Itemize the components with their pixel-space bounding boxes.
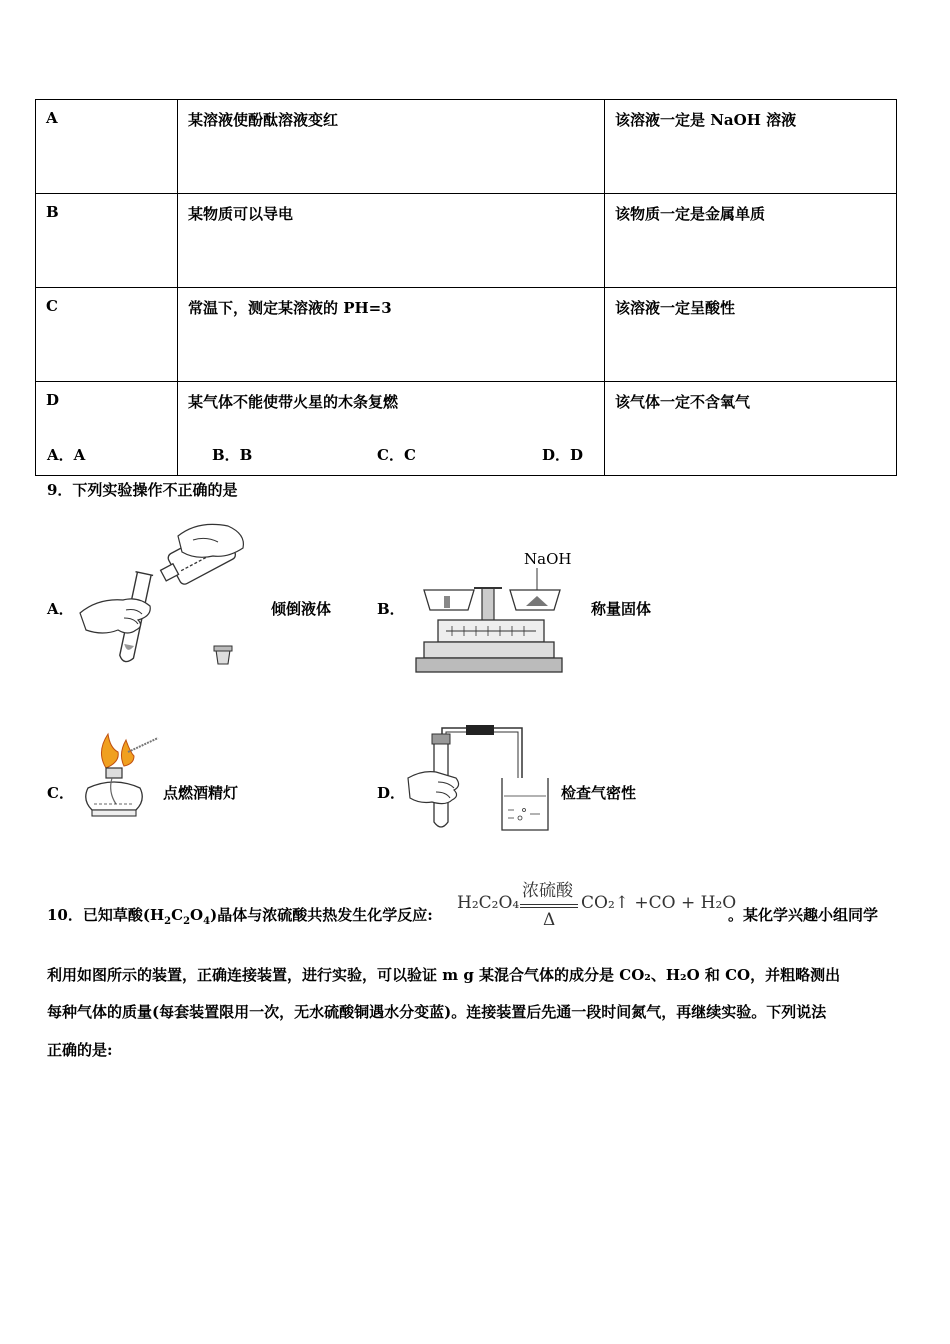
q9-stem: 9．下列实验操作不正确的是 [47, 481, 238, 499]
q9-option-b-text: 称量固体 [591, 600, 652, 618]
q10-sub: 4 [203, 916, 211, 927]
q9-option-d-letter[interactable]: D． [377, 784, 406, 802]
row-condition: 某溶液使酚酞溶液变红 [178, 100, 605, 194]
row-label: C [36, 288, 178, 382]
q8-option-a[interactable]: A．A [47, 446, 86, 464]
row-label: A [36, 100, 178, 194]
row-conclusion: 该溶液一定呈酸性 [605, 288, 897, 382]
equation-condition-bottom: Δ [543, 910, 556, 930]
q10-lead-text: 10．已知草酸(H [47, 906, 165, 924]
row-condition: 常温下，测定某溶液的 PH=3 [178, 288, 605, 382]
q10-line-4: 正确的是: [47, 1041, 113, 1059]
q8-option-d[interactable]: D．D [542, 446, 584, 464]
row-conclusion: 该溶液一定是 NaOH 溶液 [605, 100, 897, 194]
q9-option-a-text: 倾倒液体 [271, 600, 332, 618]
table-row [36, 194, 897, 288]
q10-mid2: O [190, 906, 204, 924]
row-condition: 某物质可以导电 [178, 194, 605, 288]
q10-after-equation: 。某化学兴趣小组同学 [728, 906, 879, 924]
q10-line-3: 每种气体的质量(每套装置限用一次，无水硫酸铜遇水分变蓝)。连接装置后先通一段时间氮气，再继续实验。下列说法 [47, 1003, 827, 1021]
q8-option-b[interactable]: B．B [212, 446, 253, 464]
q9-option-c-text: 点燃酒精灯 [163, 784, 239, 802]
q9-option-c-letter[interactable]: C． [47, 784, 74, 802]
equation-condition-top: 浓硫酸 [522, 881, 573, 901]
balance-scale-figure [412, 548, 572, 678]
row-conclusion: 该气体一定不含氧气 [605, 382, 897, 476]
naoh-label: NaOH [524, 550, 572, 568]
q10-lead-end: )晶体与浓硫酸共热发生化学反应: [210, 906, 433, 924]
q10-sub: 2 [183, 916, 191, 927]
statement-table [35, 99, 897, 476]
q10-line-2: 利用如图所示的装置，正确连接装置，进行实验，可以验证 m g 某混合气体的成分是 CO₂、H₂O 和 CO，并粗略测出 [47, 966, 841, 984]
table-row [36, 288, 897, 382]
q10-mid: C [171, 906, 184, 924]
q10-lead [47, 904, 433, 927]
q9-option-b-letter[interactable]: B． [377, 600, 405, 618]
equation-arrow [520, 904, 578, 908]
q9-option-a-letter[interactable]: A． [47, 600, 74, 618]
q9-option-d-text: 检查气密性 [561, 784, 637, 802]
equation-reactant: H₂C₂O₄ [457, 893, 520, 913]
table-row [36, 100, 897, 194]
equation-products: CO₂↑ +CO + H₂O [581, 893, 737, 913]
airtightness-check-figure [402, 722, 557, 834]
row-label: D [36, 382, 178, 476]
row-condition: 某气体不能使带火星的木条复燃 [178, 382, 605, 476]
q8-option-c[interactable]: C．C [377, 446, 416, 464]
row-conclusion: 该物质一定是金属单质 [605, 194, 897, 288]
table-row [36, 382, 897, 476]
pour-liquid-figure [78, 518, 248, 668]
row-label: B [36, 194, 178, 288]
alcohol-lamp-figure [74, 730, 164, 830]
q10-sub: 2 [164, 916, 172, 927]
